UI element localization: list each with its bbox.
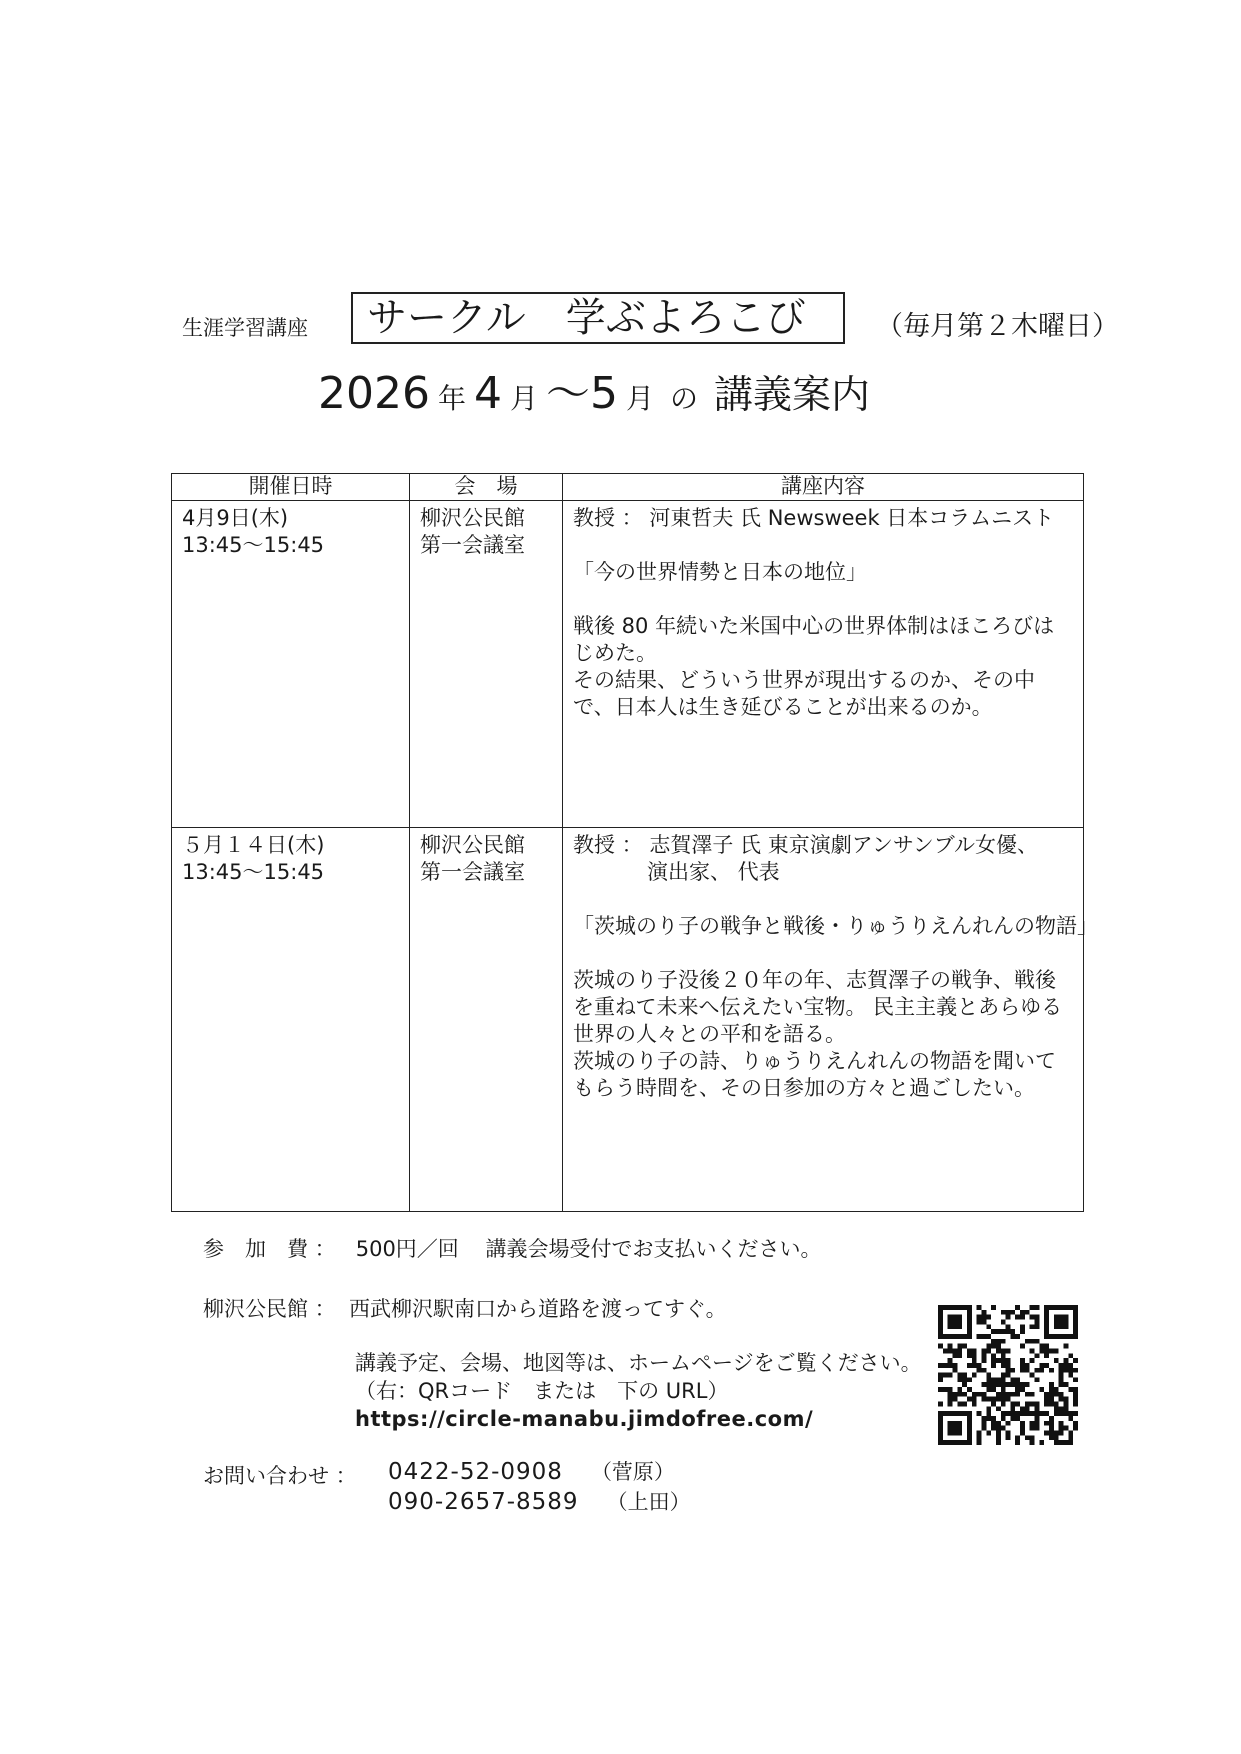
venue-room: 第一会議室	[420, 860, 525, 884]
period-year-unit: 年	[437, 382, 466, 415]
fee-amount: 500円／回	[355, 1237, 459, 1261]
phone-entry	[388, 1487, 691, 1517]
period-month-unit-1: 月	[510, 382, 539, 415]
access-label: 柳沢公民館 ：	[203, 1297, 336, 1321]
lecturer-continued: 演出家、 代表	[647, 860, 780, 884]
homepage-info	[355, 1349, 922, 1433]
lecture-description: その結果、どういう世界が現出するのか、その中で、日本人は生き延びることが出来るのか。	[573, 668, 1035, 719]
venue-cell	[410, 828, 563, 1212]
phone-number: 0422-52-0908	[388, 1459, 563, 1485]
content-cell	[563, 828, 1098, 1212]
period-start-month: 4	[474, 368, 502, 419]
fee-row	[203, 1233, 822, 1263]
period-heading: 講義案内	[714, 373, 871, 418]
contact-label: お問い合わせ ：	[203, 1464, 357, 1488]
period-month-unit-2: 月	[626, 382, 655, 415]
qr-code-icon[interactable]	[938, 1305, 1078, 1445]
table-header-row	[172, 474, 1084, 501]
content-cell	[563, 501, 1084, 828]
header-content: 講座内容	[563, 474, 1084, 501]
period-particle: の	[670, 382, 699, 415]
venue-cell	[410, 501, 563, 828]
period-year: 2026	[318, 368, 430, 419]
lecturer: 教授 ： 河東哲夫 氏 Newsweek 日本コラムニスト	[573, 506, 1055, 530]
period-end-month: 5	[590, 368, 619, 419]
table-row	[172, 501, 1084, 828]
phone-number: 090-2657-8589	[388, 1489, 579, 1515]
contact-person: （上田）	[606, 1490, 691, 1514]
lecture-description: 茨城のり子の詩、りゅうりえんれんの物語を聞いてもらう時間を、その日参加の方々と過ごしたい。	[573, 1049, 1056, 1100]
circle-name: サークル 学ぶよろこび	[367, 295, 806, 341]
lecture-description: 茨城のり子没後２０年の年、志賀澤子の戦争、戦後を重ねて未来へ伝えたい宝物。 民主主義とあらゆる世界の人々との平和を語る。	[573, 968, 1063, 1046]
lecture-date: ５月１４日(木)	[182, 833, 325, 857]
lecture-title: 「今の世界情勢と日本の地位」	[573, 560, 867, 584]
series-label: 生涯学習講座	[182, 316, 308, 340]
table-row	[172, 828, 1084, 1212]
period-title	[318, 366, 870, 431]
circle-name-box	[351, 292, 845, 344]
venue-name: 柳沢公民館	[420, 833, 525, 857]
period-tilde: ～	[546, 368, 591, 419]
access-text: 西武柳沢駅南口から道路を渡ってすぐ。	[349, 1297, 727, 1321]
phone-entry	[388, 1457, 691, 1487]
venue-room: 第一会議室	[420, 533, 525, 557]
lecture-title: 「茨城のり子の戦争と戦後・りゅうりえんれんの物語」	[573, 914, 1098, 938]
fee-note: 講義会場受付でお支払いください。	[485, 1237, 822, 1261]
schedule-note: （毎月第２木曜日）	[876, 311, 1119, 342]
venue-name: 柳沢公民館	[420, 506, 525, 530]
date-cell	[172, 828, 410, 1212]
lecture-time: 13:45～15:45	[182, 860, 325, 884]
fee-label: 参 加 費 ：	[203, 1237, 336, 1261]
header-venue: 会 場	[410, 474, 563, 501]
contact-person: （菅原）	[590, 1460, 675, 1484]
lecture-table	[171, 473, 1098, 1212]
header-date: 開催日時	[172, 474, 410, 501]
homepage-hint: （右：QRコード または 下の URL）	[355, 1379, 729, 1403]
lecture-time: 13:45～15:45	[182, 533, 325, 557]
access-row	[203, 1293, 727, 1323]
lecture-description: 戦後 80 年続いた米国中心の世界体制はほころびはじめた。	[573, 614, 1055, 665]
homepage-url[interactable]: https://circle-manabu.jimdofree.com/	[355, 1407, 814, 1431]
date-cell	[172, 501, 410, 828]
homepage-line: 講義予定、会場、地図等は、ホームページをご覧ください。	[355, 1351, 922, 1375]
contact-phones	[388, 1457, 691, 1517]
lecture-date: 4月9日(木)	[182, 506, 289, 530]
lecturer: 教授 ： 志賀澤子 氏 東京演劇アンサンブル女優、	[573, 833, 1038, 857]
